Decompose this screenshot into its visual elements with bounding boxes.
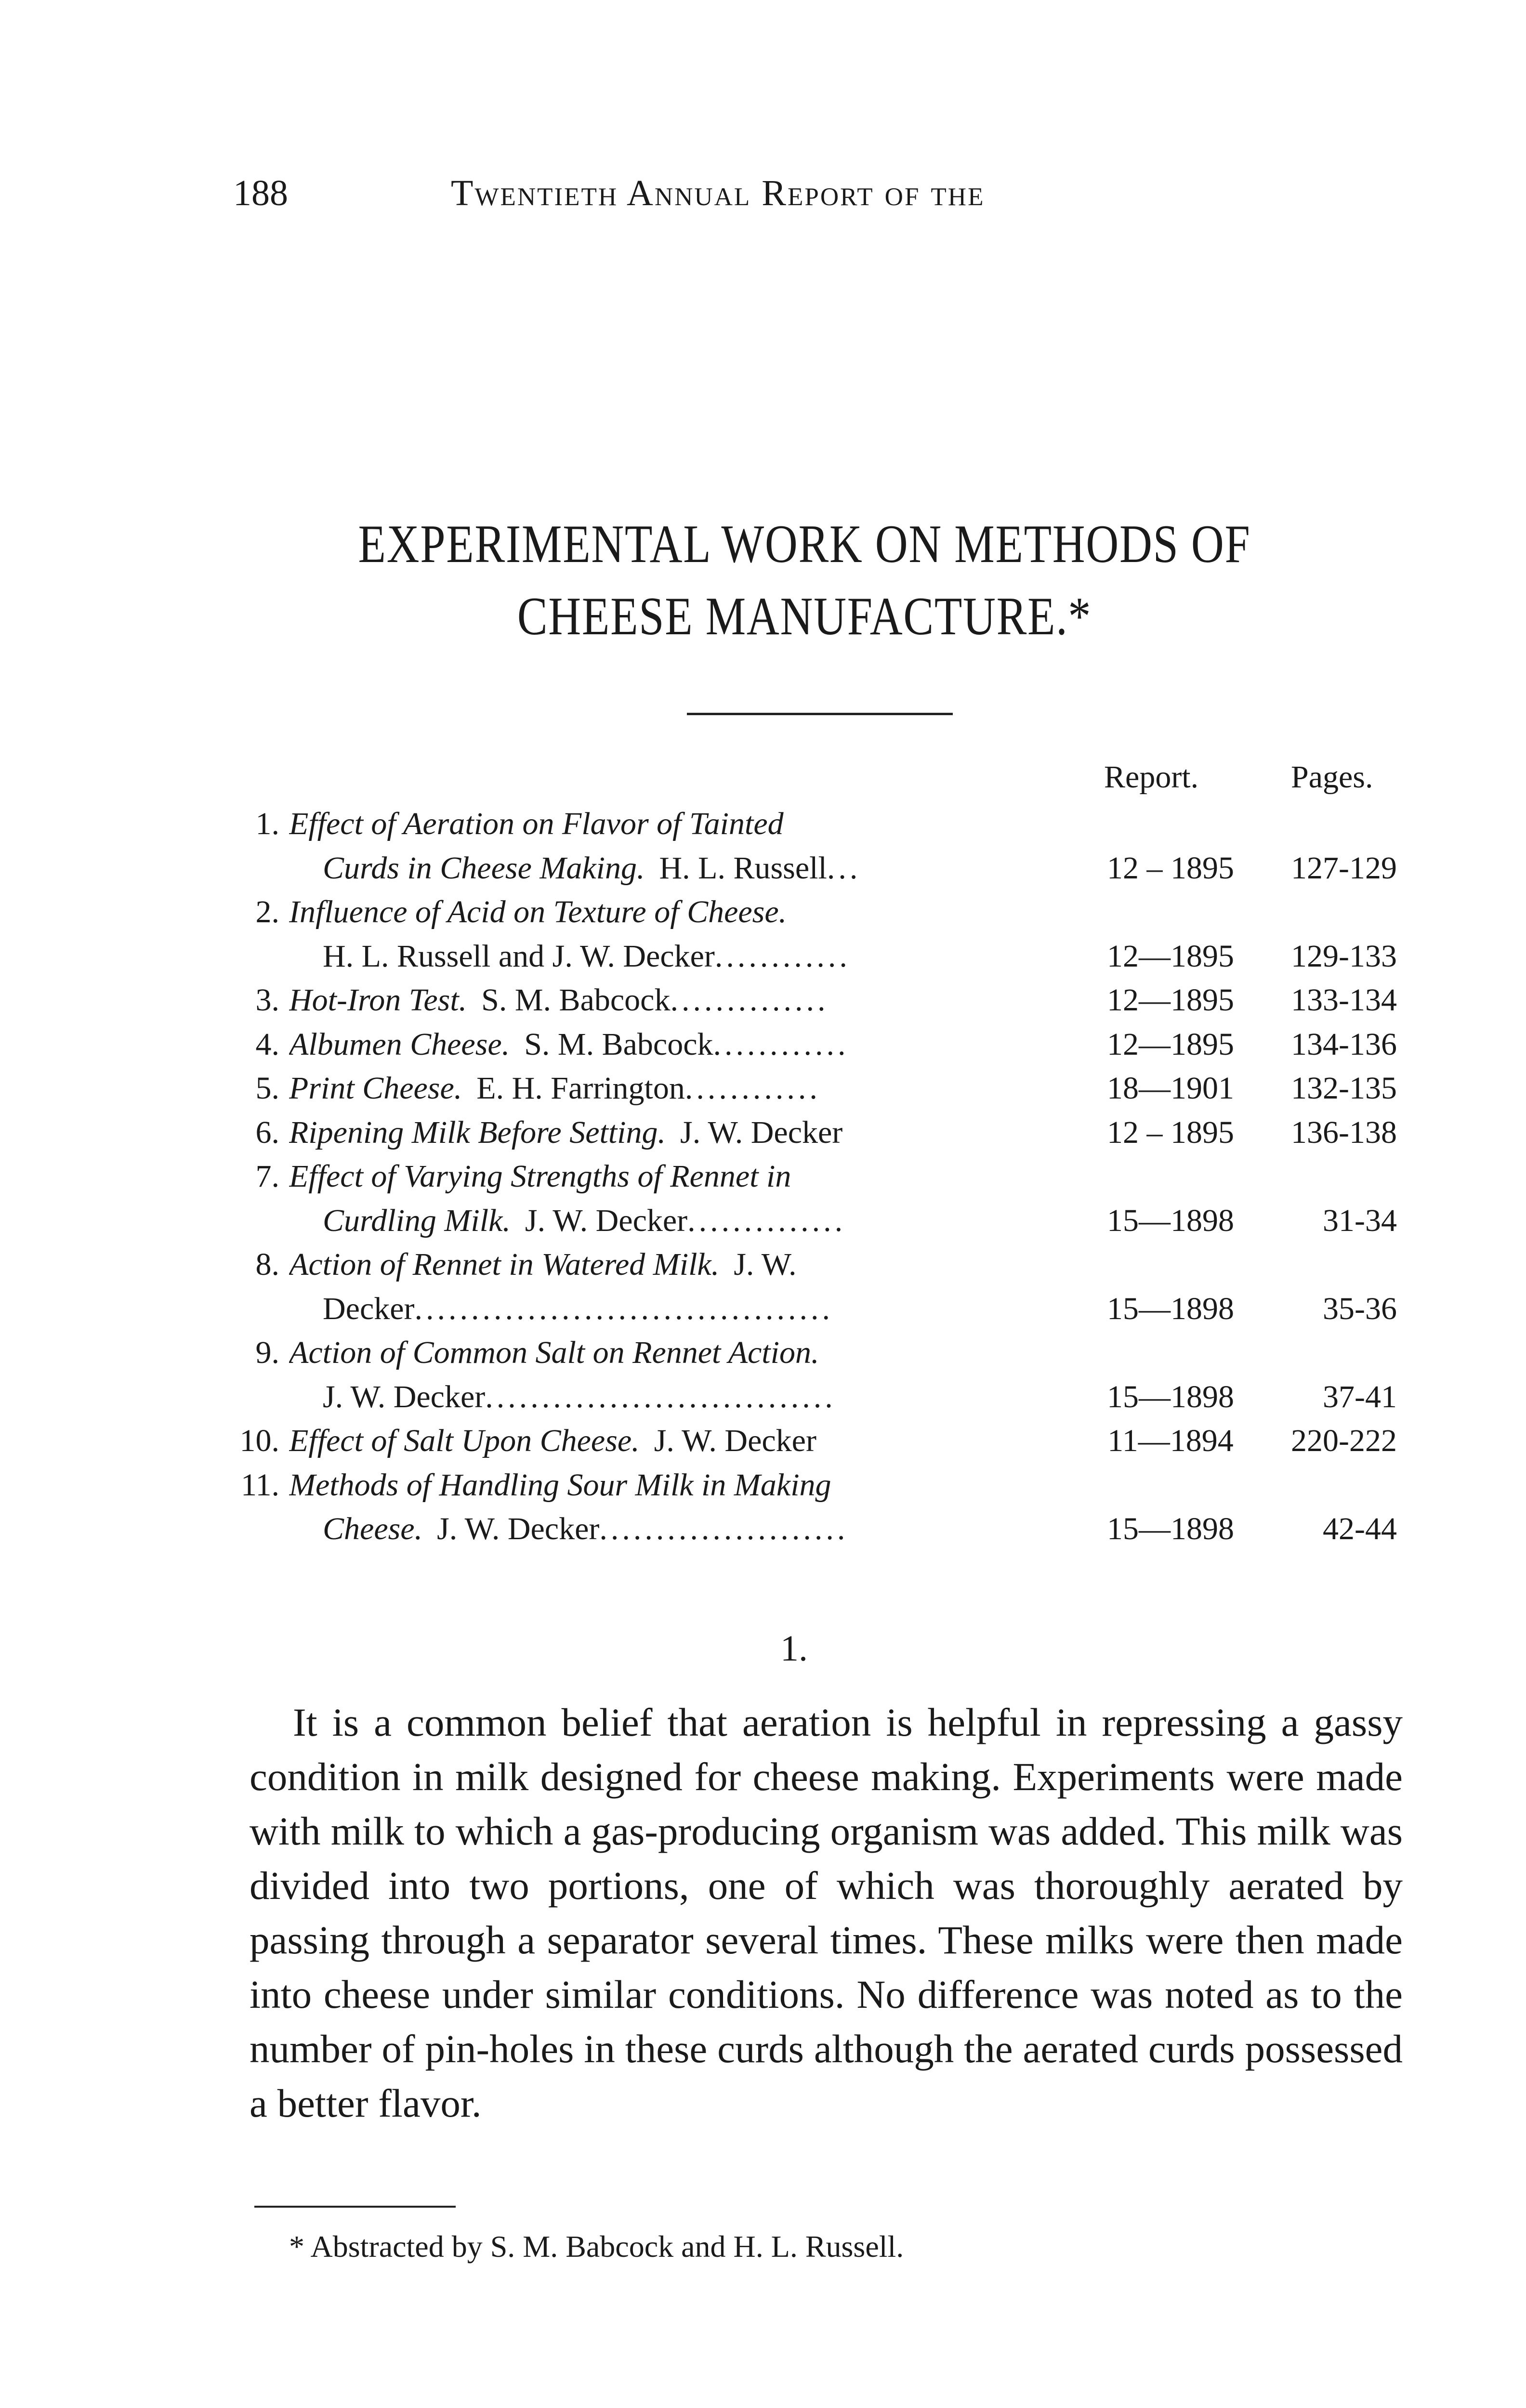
toc-entry-text	[289, 890, 1040, 934]
toc-entry-report: 12 – 1895	[1107, 850, 1234, 886]
toc-entry-text	[289, 1111, 1040, 1155]
toc-entry-number: 5.	[255, 1071, 279, 1106]
toc-entry-text	[289, 802, 1040, 846]
toc-entry-author: Decker	[323, 1291, 415, 1326]
toc-entry-line	[0, 890, 1526, 934]
toc-entry-title: Action of Rennet in Watered Milk.	[289, 1247, 720, 1282]
body-paragraph: It is a common belief that aeration is helpful in repressing a gassy condition in milk designed for cheese making. Experiments were made with milk to which a gas-producing organism was added. This milk was divided into two portions, one of which was thoroughly aerated by passing through a separator several times. These milks were then made into cheese under similar conditions. No difference was noted as to the number of pin-holes in these curds although the aerated curds possessed a better flavor.	[250, 1700, 1403, 2125]
toc-entry-line	[0, 846, 1526, 890]
toc-entry-title: Albumen Cheese.	[289, 1026, 510, 1062]
toc-dot-leader: ............	[714, 938, 851, 974]
toc-dot-leader: ...............................	[485, 1379, 836, 1414]
toc-entry-report: 12 – 1895	[1107, 1114, 1234, 1150]
toc-entry-line	[0, 1022, 1526, 1067]
toc-entry-title: Ripening Milk Before Setting.	[289, 1114, 666, 1150]
toc-entry-line	[0, 1066, 1526, 1111]
section-number: 1.	[780, 1628, 808, 1669]
toc-entry-text	[323, 1507, 1040, 1551]
toc-entry-line	[0, 1507, 1526, 1551]
toc-entry-text	[289, 1243, 1040, 1287]
toc-entry-pages: 42-44	[1323, 1511, 1397, 1546]
toc-entry-pages: 134-136	[1291, 1026, 1397, 1062]
toc-entry-text	[289, 1331, 1040, 1375]
toc-entry-line	[0, 1243, 1526, 1287]
article-title: EXPERIMENTAL WORK ON METHODS OF CHEESE MANUFACTURE.*	[358, 514, 1251, 646]
toc-dot-leader: ...	[827, 850, 861, 886]
toc-entry-number: 9.	[255, 1335, 279, 1370]
toc-entry-number: 6.	[255, 1114, 279, 1150]
toc-entry-line	[0, 1111, 1526, 1155]
toc-entry-text	[289, 1022, 1040, 1067]
toc-entry-text	[289, 978, 1040, 1022]
toc-entry-line	[0, 934, 1526, 979]
toc-entry-author: J. W.	[734, 1247, 797, 1282]
toc-entry-line	[0, 1375, 1526, 1419]
toc-entry-number: 7.	[255, 1159, 279, 1194]
toc-entry-text	[289, 1419, 1040, 1463]
toc-entry-title: Curds in Cheese Making.	[323, 850, 645, 886]
toc-entry-author: J. W. Decker	[323, 1379, 486, 1414]
toc-entry-report: 15—1898	[1107, 1511, 1234, 1546]
toc-entry-pages: 133-134	[1291, 982, 1397, 1018]
toc-entry-title: Influence of Acid on Texture of Cheese.	[289, 894, 787, 929]
toc-entry-text	[289, 1066, 1040, 1111]
toc-dot-leader: ......................	[599, 1511, 849, 1546]
toc-entry-line	[0, 1199, 1526, 1243]
title-rule	[687, 713, 953, 715]
toc-entry-author: E. H. Farrington	[476, 1071, 685, 1106]
toc-dot-leader: ..............	[670, 982, 829, 1018]
toc-entry-pages: 129-133	[1291, 938, 1397, 974]
running-head: Twentieth Annual Report of the	[451, 173, 985, 213]
toc-dot-leader: ..............	[687, 1203, 846, 1238]
toc-entry-text	[323, 846, 1040, 890]
toc-entry-line	[0, 1154, 1526, 1199]
toc-entry-report: 12—1895	[1107, 982, 1234, 1018]
toc-entry-number: 1.	[255, 806, 279, 841]
toc-entry-number: 2.	[255, 894, 279, 929]
toc-entry-number: 10.	[239, 1423, 279, 1458]
page-number: 188	[233, 173, 288, 213]
toc-entry-author: H. L. Russell and J. W. Decker	[323, 938, 715, 974]
toc-entry-title: Effect of Varying Strengths of Rennet in	[289, 1159, 791, 1194]
toc-entry-author: J. W. Decker	[437, 1511, 600, 1546]
footnote: * Abstracted by S. M. Babcock and H. L. Russell.	[289, 2229, 904, 2264]
toc-entry-title: Curdling Milk.	[323, 1203, 511, 1238]
toc-entry-line	[0, 1419, 1526, 1463]
toc-entry-report: 15—1898	[1107, 1203, 1234, 1238]
toc-entry-author: J. W. Decker	[680, 1114, 843, 1150]
toc-entry-line	[0, 1331, 1526, 1375]
toc-entry-pages: 35-36	[1323, 1291, 1397, 1326]
toc-entry-report: 11—1894	[1107, 1423, 1234, 1458]
toc-entry-author: H. L. Russell	[659, 850, 827, 886]
toc-entry-text	[289, 1463, 1040, 1507]
toc-entry-text	[289, 1154, 1040, 1199]
toc-entry-line	[0, 978, 1526, 1022]
toc-entry-author: S. M. Babcock	[481, 982, 671, 1018]
toc-entry-report: 15—1898	[1107, 1379, 1234, 1414]
toc-entry-line	[0, 1287, 1526, 1331]
toc-entry-pages: 220-222	[1291, 1423, 1397, 1458]
footnote-rule	[254, 2206, 456, 2208]
toc-entry-title: Methods of Handling Sour Milk in Making	[289, 1467, 831, 1503]
toc-dot-leader: ............	[713, 1026, 849, 1062]
toc-entry-number: 4.	[255, 1026, 279, 1062]
toc-dot-leader: ............	[684, 1071, 821, 1106]
toc-entry-number: 8.	[255, 1247, 279, 1282]
toc-entry-title: Hot-Iron Test.	[289, 982, 467, 1018]
toc-entry-report: 12—1895	[1107, 938, 1234, 974]
toc-entry-report: 18—1901	[1107, 1071, 1234, 1106]
toc-entry-report: 12—1895	[1107, 1026, 1234, 1062]
toc-entry-title: Cheese.	[323, 1511, 423, 1546]
toc-entry-text	[323, 1199, 1040, 1243]
toc-entry-text	[323, 1375, 1040, 1419]
toc-entry-pages: 127-129	[1291, 850, 1397, 886]
toc-entry-author: J. W. Decker	[654, 1423, 816, 1458]
toc-entry-title: Effect of Aeration on Flavor of Tainted	[289, 806, 784, 841]
toc-entry-author: J. W. Decker	[525, 1203, 688, 1238]
toc-entry-pages: 37-41	[1323, 1379, 1397, 1414]
toc-entry-pages: 31-34	[1323, 1203, 1397, 1238]
column-head-report: Report.	[1104, 759, 1199, 795]
toc-entry-line	[0, 802, 1526, 846]
toc-entry-title: Effect of Salt Upon Cheese.	[289, 1423, 640, 1458]
toc-entry-author: S. M. Babcock	[524, 1026, 713, 1062]
toc-entry-line	[0, 1463, 1526, 1507]
toc-entry-pages: 136-138	[1291, 1114, 1397, 1150]
toc-dot-leader: .....................................	[414, 1291, 834, 1326]
toc-entry-title: Action of Common Salt on Rennet Action.	[289, 1335, 819, 1370]
toc-entry-report: 15—1898	[1107, 1291, 1234, 1326]
toc-entry-text	[323, 1287, 1040, 1331]
toc-entry-number: 3.	[255, 982, 279, 1018]
toc-entry-pages: 132-135	[1291, 1071, 1397, 1106]
toc-entry-number: 11.	[240, 1467, 279, 1503]
column-head-pages: Pages.	[1291, 759, 1373, 795]
toc-entry-text	[323, 934, 1040, 979]
toc-entry-title: Print Cheese.	[289, 1071, 462, 1106]
